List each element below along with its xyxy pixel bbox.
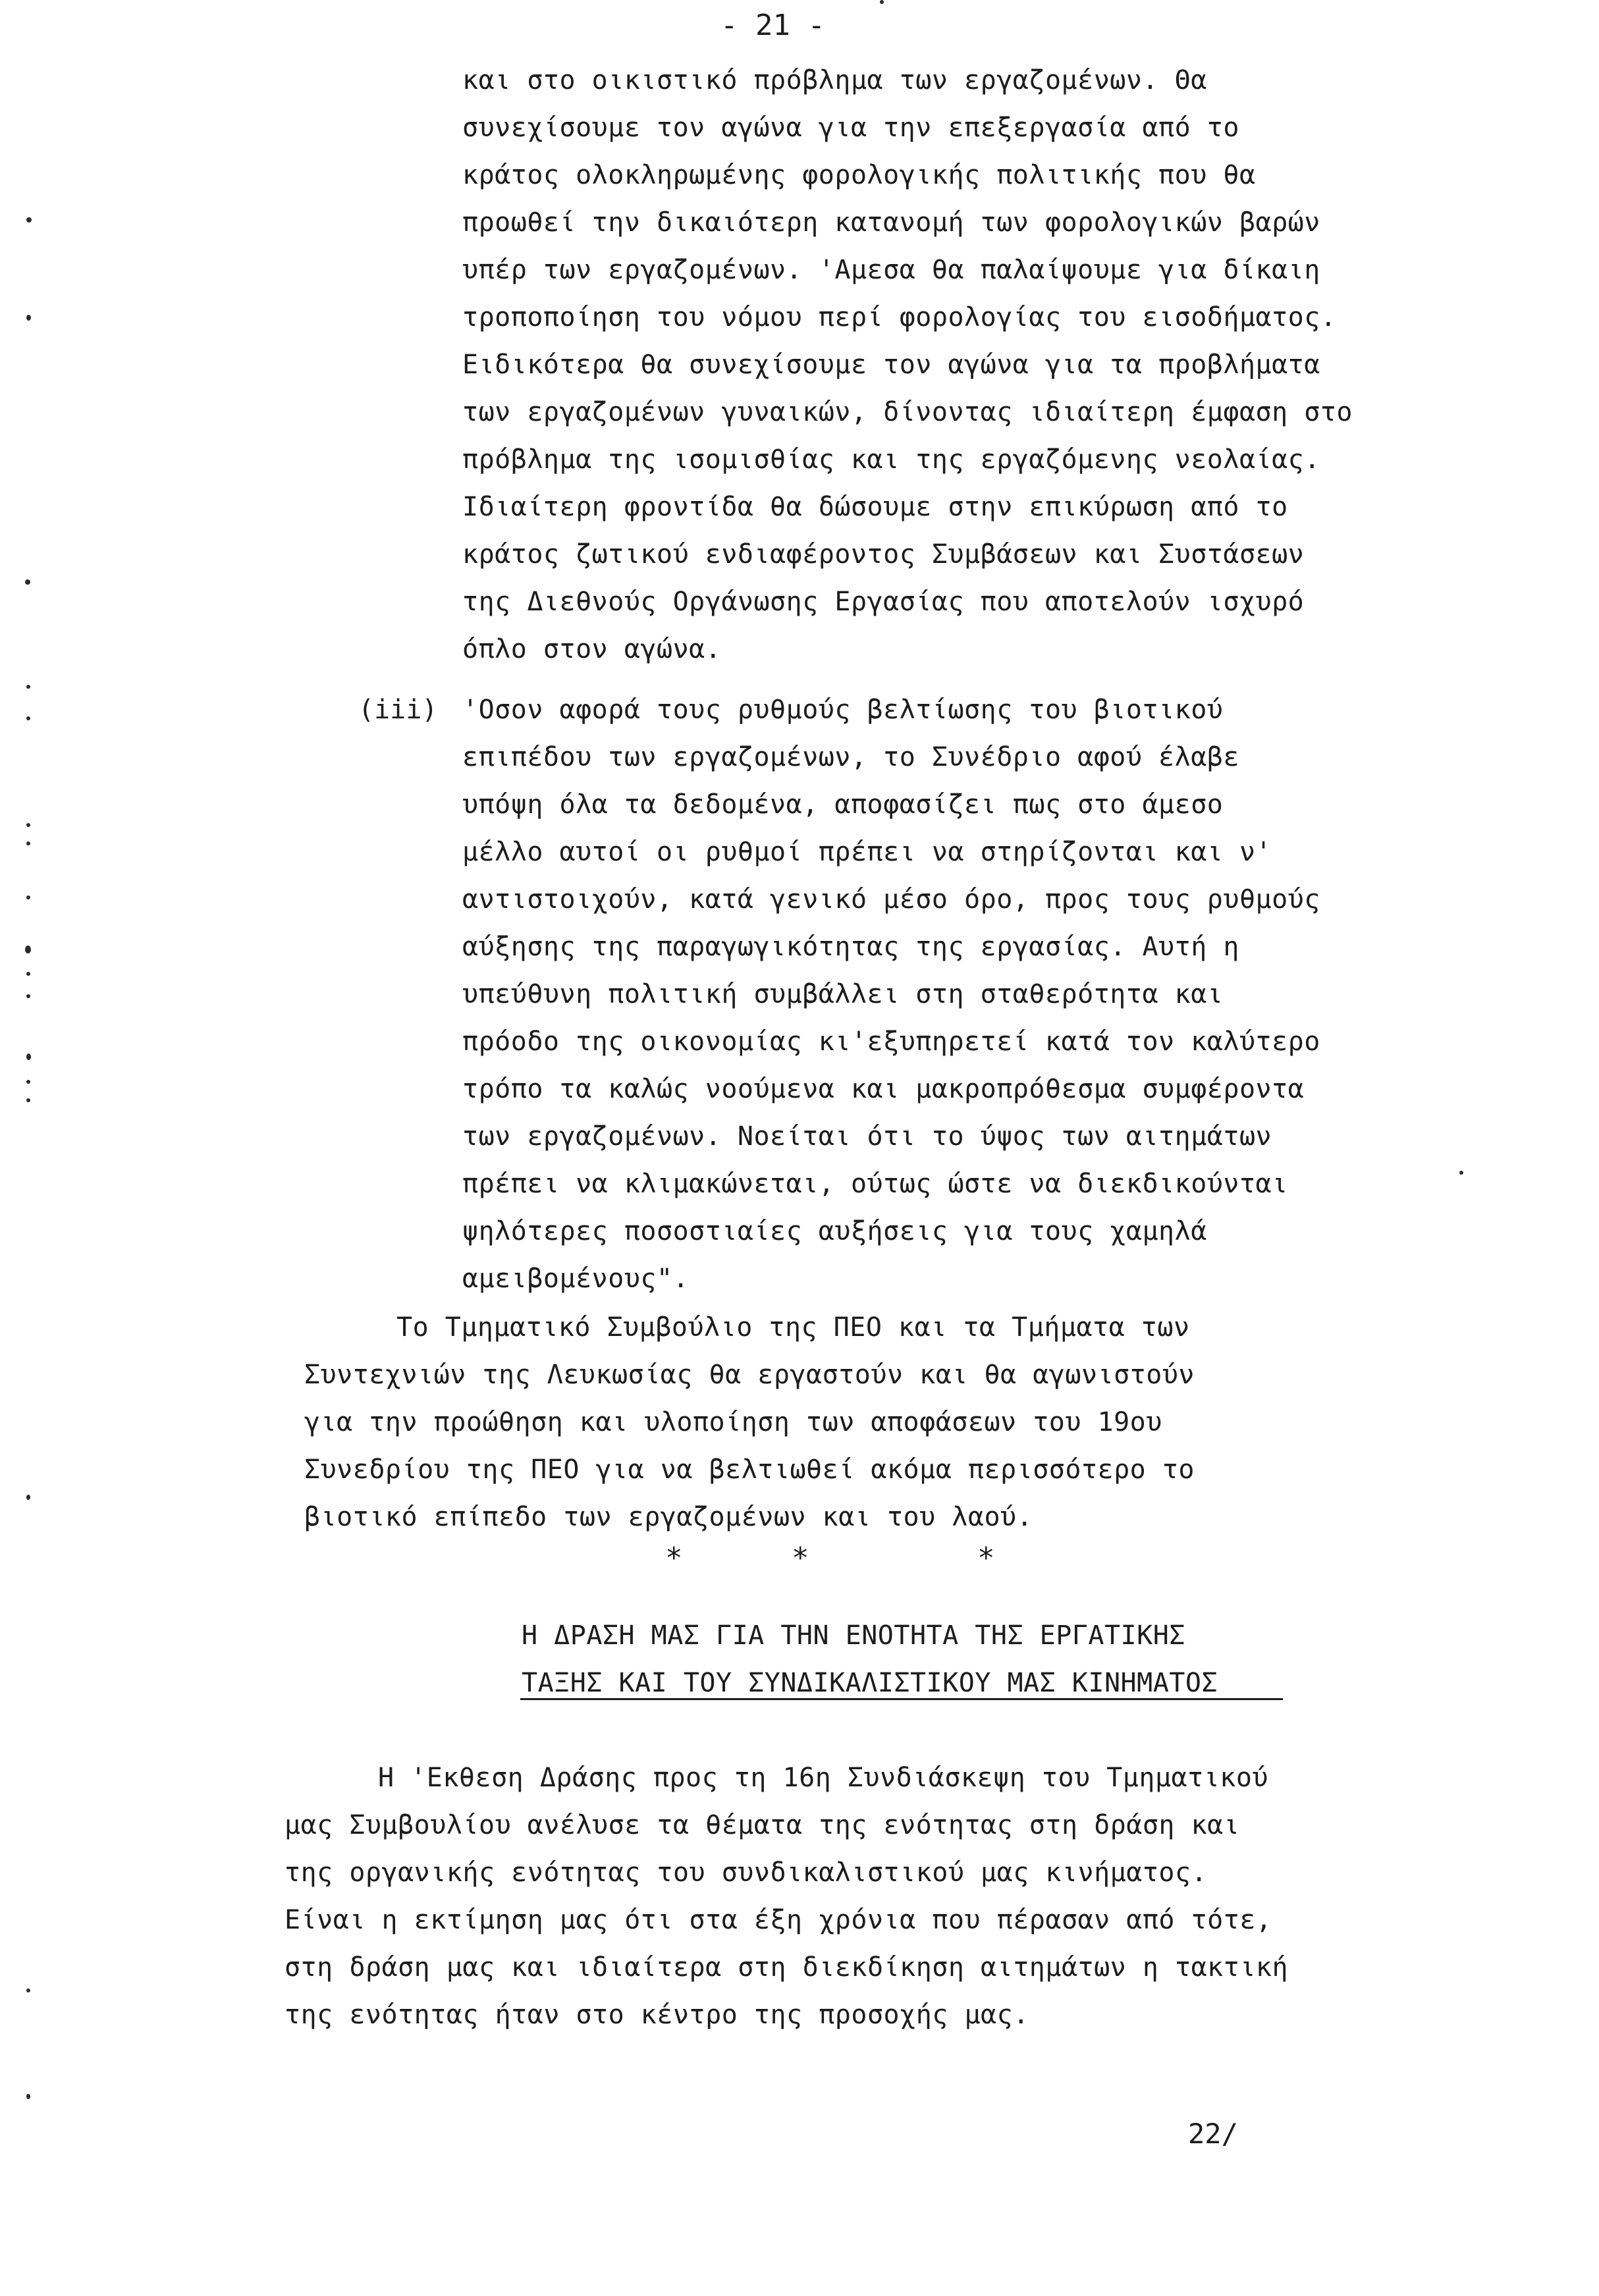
text-line: της ενότητας ήταν στο κέντρο της προσοχής μας. [285,2000,1029,2030]
text-line: πρόβλημα της ισομισθίας και της εργαζόμενης νεολαίας. [462,444,1320,475]
text-line: αντιστοιχούν, κατά γενικό μέσο όρο, προς τους ρυθμούς [462,884,1320,915]
text-line: της Διεθνούς Οργάνωσης Εργασίας που αποτελούν ισχυρό [462,587,1305,617]
heading-line-1: Η ΔΡΑΣΗ ΜΑΣ ΓΙΑ ΤΗΝ ΕΝΟΤΗΤΑ ΤΗΣ ΕΡΓΑΤΙΚΗΣ [522,1620,1185,1651]
text-line: προωθεί την δικαιότερη κατανομή των φορολογικών βαρών [462,207,1320,238]
text-line: κράτος ολοκληρωμένης φορολογικής πολιτικής που θα [462,160,1256,190]
text-line: Η 'Εκθεση Δράσης προς τη 16η Συνδιάσκεψη του Τμηματικού [378,1763,1269,1793]
text-line: συνεχίσουμε τον αγώνα για την επεξεργασία από το [462,113,1239,143]
text-line: όπλο στον αγώνα. [462,634,722,664]
text-line: 'Οσον αφορά τους ρυθμούς βελτίωσης του βιοτικού [462,695,1224,725]
scan-speck [25,579,30,585]
text-line: υπεύθυνη πολιτική συμβάλλει στη σταθερότητα και [462,979,1224,1009]
scan-speck [25,946,31,953]
scan-speck [26,315,31,321]
text-line: στη δράση μας και ιδιαίτερα στη διεκδίκηση αιτημάτων η τακτική [285,1952,1289,1983]
text-line: κράτος ζωτικού ενδιαφέροντος Συμβάσεων και Συστάσεων [462,539,1305,570]
text-line: Το Τμηματικό Συμβούλιο της ΠΕΟ και τα Τμήματα των [396,1312,1190,1343]
scan-speck [26,895,30,899]
text-line: υπέρ των εργαζομένων. 'Αμεσα θα παλαίψουμε για δίκαιη [462,255,1320,285]
text-line: των εργαζομένων. Νοείται ότι το ύψος των αιτημάτων [462,1121,1272,1152]
text-line: πρόοδο της οικονομίας κι'εξυπηρετεί κατά τον καλύτερο [462,1027,1320,1057]
text-line: ψηλότερες ποσοστιαίες αυξήσεις για τους χαμηλά [462,1216,1207,1246]
text-line: Ειδικότερα θα συνεχίσουμε τον αγώνα για τα προβλήματα [462,350,1320,380]
text-line: αύξησης της παραγωγικότητας της εργασίας. Αυτή η [462,932,1239,962]
scan-speck [26,217,32,223]
text-line: της οργανικής ενότητας του συνδικαλιστικού μας κινήματος. [285,1857,1208,1888]
text-line: για την προώθηση και υλοποίηση των αποφάσεων του 19ου [304,1407,1162,1437]
scan-speck [26,1054,31,1060]
text-line: Είναι η εκτίμηση μας ότι στα έξη χρόνια που πέρασαν από τότε, [285,1905,1272,1935]
text-line: και στο οικιστικό πρόβλημα των εργαζομένων. Θα [462,65,1207,95]
scan-speck [26,994,30,998]
scan-speck [26,685,30,689]
text-line: βιοτικό επίπεδο των εργαζομένων και του λαού. [304,1502,1033,1532]
scan-speck [26,823,30,827]
page-number: - 21 - [720,9,825,42]
scan-speck [1459,1171,1463,1175]
scan-speck [26,1989,30,1992]
text-line: υπόψη όλα τα δεδομένα, αποφασίζει πως στο άμεσο [462,789,1224,820]
text-line: επιπέδου των εργαζομένων, το Συνέδριο αφού έλαβε [462,742,1239,772]
separator-star: * [792,1541,809,1575]
scan-speck [26,1098,30,1102]
scan-speck [26,841,30,845]
heading-line-2: ΤΑΞΗΣ ΚΑΙ ΤΟΥ ΣΥΝΔΙΚΑΛΙΣΤΙΚΟΥ ΜΑΣ ΚΙΝΗΜΑΤΟΣ [522,1668,1218,1698]
separator-star: * [665,1541,683,1575]
text-line: μας Συμβουλίου ανέλυσε τα θέματα της ενότητας στη δράση και [285,1810,1240,1840]
section-separator [0,1542,1599,1582]
scan-speck [26,2094,30,2099]
next-page-reference: 22/ [1188,2118,1238,2150]
text-line: μέλλο αυτοί οι ρυθμοί πρέπει να στηρίζονται και ν' [462,837,1272,867]
text-line: Συντεχνιών της Λευκωσίας θα εργαστούν και θα αγωνιστούν [304,1360,1195,1390]
text-line: τρόπο τα καλώς νοούμενα και μακροπρόθεσμα συμφέροντα [462,1074,1305,1104]
scan-speck [26,1495,30,1500]
scan-speck [26,716,30,720]
text-line: των εργαζομένων γυναικών, δίνοντας ιδιαίτερη έμφαση στο [462,397,1353,427]
text-line: Συνεδρίου της ΠΕΟ για να βελτιωθεί ακόμα περισσότερο το [304,1455,1195,1485]
text-line: Ιδιαίτερη φροντίδα θα δώσουμε στην επικύρωση από το [462,492,1288,522]
heading-underline [520,1698,1283,1700]
text-line: αμειβομένους". [462,1264,690,1294]
list-marker: (iii) [358,695,438,725]
text-line: πρέπει να κλιμακώνεται, ούτως ώστε να διεκδικούνται [462,1169,1288,1199]
text-line: τροποποίηση του νόμου περί φορολογίας του εισοδήματος. [462,302,1337,333]
scan-speck [26,1080,30,1084]
scan-speck [880,0,884,4]
scan-speck [26,972,30,976]
separator-star: * [977,1541,995,1575]
